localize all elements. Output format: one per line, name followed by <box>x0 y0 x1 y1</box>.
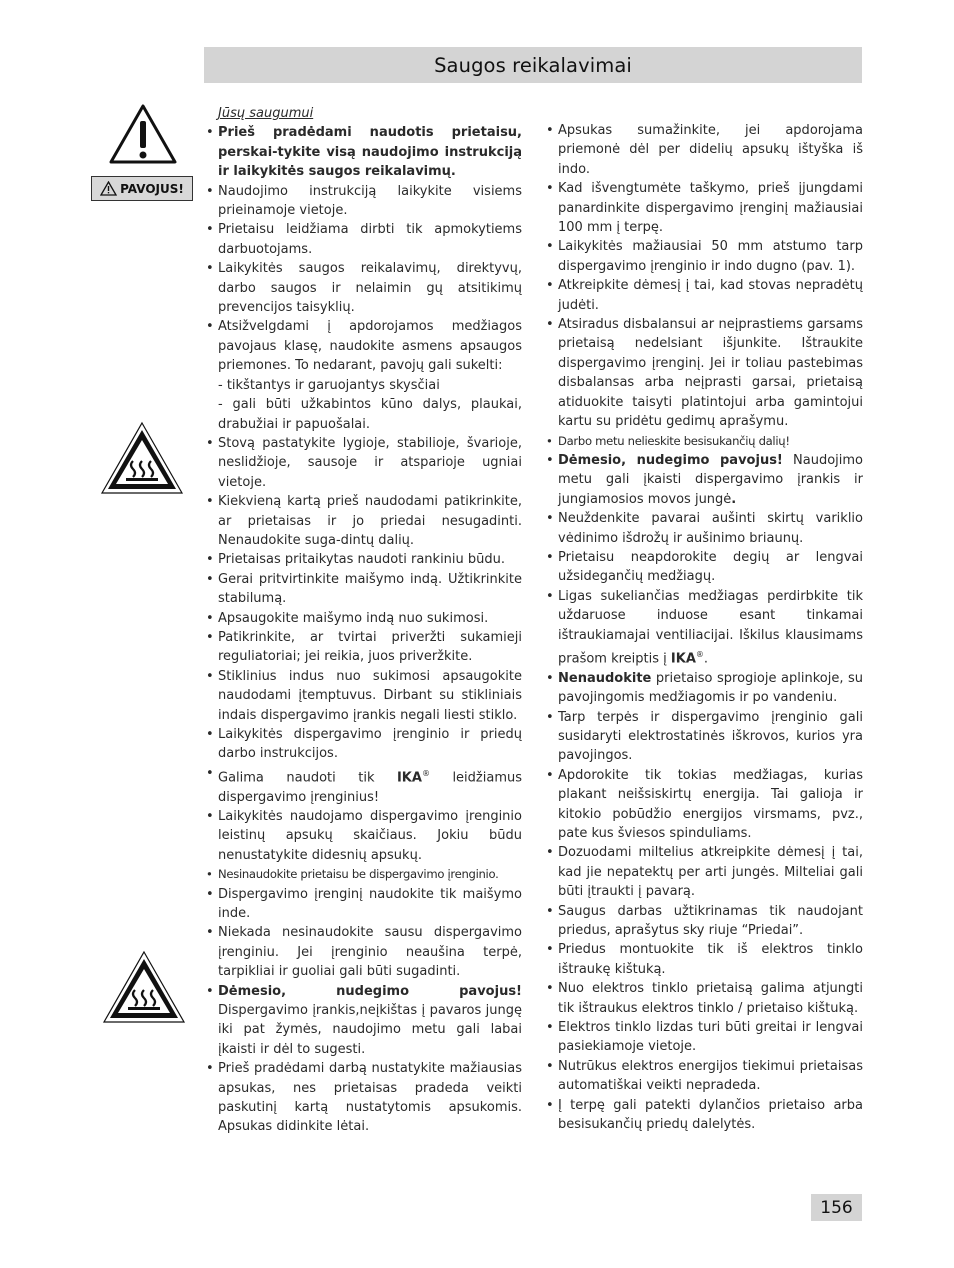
text: Darbo metu nelieskite besisukančių dalių! <box>558 433 790 448</box>
list-item <box>544 979 863 1018</box>
list-item <box>204 865 522 884</box>
right-column <box>544 121 863 1134</box>
list-item <box>544 237 863 276</box>
bold-text: Nenaudokite <box>558 670 652 686</box>
list-item <box>544 708 863 766</box>
hot-surface-icon <box>102 950 186 1024</box>
registered-mark: ® <box>421 768 430 778</box>
left-column <box>204 104 522 1137</box>
text: Prieš pradėdami darbą nustatykite mažiausias apsukas, nes prietaisas pradeda veikti paskutinį kartą nustatytomis apsukomis. Apsukas didinkite lėtai. <box>218 1061 522 1135</box>
text: . <box>731 491 737 507</box>
brand-name: IKA <box>396 770 422 786</box>
title-bar <box>204 47 862 83</box>
text: Prietaisas pritaikytas naudoti rankiniu būdu. <box>218 552 506 568</box>
text: Kad išvengtumėte taškymo, prieš įjungdami panardinkite dispergavimo įrenginį mažiausiai 100 mm į terpę. <box>558 181 863 236</box>
bold-text: Dėmesio, nudegimo pavojus! <box>218 983 522 999</box>
page-number: 156 <box>811 1194 862 1221</box>
list-item <box>204 220 522 259</box>
text: Į terpę gali patekti dylančios prietaiso arba besisukančių priedų dalelytės. <box>558 1097 863 1133</box>
list-item <box>544 276 863 315</box>
list-item <box>204 923 522 981</box>
list-item <box>544 451 863 509</box>
text: Priedus montuokite tik iš elektros tinklo ištraukę kištuką. <box>558 942 863 977</box>
list-item <box>544 315 863 431</box>
hot-surface-icon <box>100 421 184 495</box>
list-item <box>204 667 522 725</box>
text: Elektros tinklo lizdas turi būti greitai ir lengvai pasiekiamoje vietoje. <box>558 1020 863 1055</box>
list-item <box>544 669 863 708</box>
left-safety-list <box>204 123 522 1136</box>
bold-text: Dėmesio, nudegimo pavojus! <box>558 452 783 468</box>
sub-item: - tikštantys ir garuojantys skysčiai <box>218 377 440 393</box>
right-safety-list <box>544 121 863 1134</box>
section-subtitle: Jūsų saugumui <box>218 106 314 121</box>
list-item <box>544 766 863 844</box>
list-item <box>204 259 522 317</box>
danger-badge <box>91 176 193 201</box>
page-title: Saugos reikalavimai <box>434 53 632 77</box>
list-item <box>204 1059 522 1137</box>
text: Prietaisu neapdorokite degių ar lengvai užsidegančių medžiagų. <box>558 549 863 585</box>
list-item <box>204 492 522 550</box>
list-item <box>204 123 522 181</box>
text: Neuždenkite pavarai aušinti skirtų variklio vėdinimo išdrožų ir aušinimo briaunų. <box>558 511 863 546</box>
text: Kiekvieną kartą prieš naudodami patikrinkite, ar prietaisas ir jo priedai nesugadinti. Nenaudokite suga-dintų dalių. <box>218 494 522 548</box>
list-item <box>204 570 522 609</box>
text: Nutrūkus elektros energijos tiekimui prietaisas automatiškai veikti nepradeda. <box>558 1058 863 1094</box>
sub-item: - gali būti užkabintos kūno dalys, plaukai, drabužiai ir papuošalai. <box>218 397 522 432</box>
list-item <box>204 807 522 865</box>
warning-icon <box>100 181 117 196</box>
list-item <box>204 317 522 433</box>
list-item <box>544 1018 863 1057</box>
list-item <box>204 550 522 569</box>
text: Laikykitės saugos reikalavimų, direktyvų, darbo saugos ir nelaimin gų atsitikimų prevencijos taisyklių. <box>218 261 522 316</box>
text: Apdorokite tik tokias medžiagas, kurias plakant neišsiskirtų energija. Tai galioja ir kitokio pobūdžio energijos virsmams, pvz., pate kus šviesos spinduliams. <box>558 767 863 841</box>
list-item <box>204 628 522 667</box>
text: Apsukas sumažinkite, jei apdorojama priemonė dėl per didelių apsukų ištyška iš indo. <box>558 123 863 177</box>
list-item <box>544 509 863 548</box>
text: Galima naudoti tik <box>218 770 397 786</box>
list-item <box>204 182 522 221</box>
list-item <box>204 764 522 807</box>
list-item <box>544 940 863 979</box>
list-item <box>204 609 522 628</box>
list-item <box>544 179 863 237</box>
list-item <box>204 725 522 764</box>
text: Ligas sukeliančias medžiagas perdirbkite tik uždaruose induose esant tinkamai ištraukiamajai ventiliacijai. Iškilus klausimams prašom kreiptis į <box>558 588 863 667</box>
list-item <box>544 1096 863 1135</box>
text: Naudojimo instrukciją laikykite visiems prieinamoje vietoje. <box>218 183 522 219</box>
text: Dispergavimo įrankis,neįkištas į pavaros jungę iki pat žymės, naudojimo metu gali labai įkaisti ir dėl to sugesti. <box>218 1003 522 1057</box>
text: leidžiamus dispergavimo įrenginius! <box>218 770 522 805</box>
list-item <box>204 982 522 1060</box>
list-item <box>544 587 863 669</box>
list-item <box>544 432 863 451</box>
text: Prietaisu leidžiama dirbti tik apmokytiems darbuotojams. <box>218 222 522 257</box>
text: Atkreipkite dėmesį į tai, kad stovas nepradėtų judėti. <box>558 278 863 313</box>
text: Tarp terpės ir dispergavimo įrenginio gali susidaryti elektrostatinės iškrovos, kurios yra pavojingos. <box>558 709 863 764</box>
text: Apsaugokite maišymo indą nuo sukimosi. <box>218 610 489 626</box>
text: Dozuodami miltelius atkreipkite dėmesį į tai, kad jie nepatektų per arti jungės. Milteliai gali būti įtraukti į pavarą. <box>558 845 863 900</box>
brand-name: IKA <box>670 651 696 667</box>
list-item <box>544 1057 863 1096</box>
text: Naudojimo metu gali įkaisti dispergavimo įrankis ir jungiamosios movos jungė <box>558 452 864 507</box>
text: Atsiradus disbalansui ar neįprastiems garsams prietaisą nedelsiant išjunkite. Ištraukite dispergavimo įrenginį. Jei ir toliau pastebimas disbalansas arba neįprasti garsai, prietaisą atiduokite taisyti platintojui arba gamintojui kartu su pridėtu gedimų aprašymu. <box>558 317 863 430</box>
list-item <box>544 843 863 901</box>
list-item <box>544 121 863 179</box>
list-item <box>204 434 522 492</box>
text: Gerai pritvirtinkite maišymo indą. Užtikrinkite stabilumą. <box>218 571 522 607</box>
text: Nesinaudokite prietaisu be dispergavimo įrenginio. <box>218 867 499 882</box>
text: . <box>703 651 709 667</box>
text: Stiklinius indus nuo sukimosi apsaugokite naudodami įtemptuvus. Dirbant su stikliniais indais dispergavimo įrankis negali liesti stiklo. <box>218 668 522 723</box>
list-item <box>544 902 863 941</box>
text: Patikrinkite, ar tvirtai priveržti sukamieji reguliatoriai; jei reikia, juos priveržkite. <box>218 629 522 665</box>
list-item <box>204 885 522 924</box>
text: Niekada nesinaudokite sausu dispergavimo įrenginiu. Jei įrenginio neaušina terpė, tarpikliai ir guoliai gali būti sugadinti. <box>218 925 522 980</box>
text: Atsižvelgdami į apdorojamos medžiagos pavojaus klasę, naudokite asmens apsaugos priemones. To nedarant, pavojų gali sukelti: <box>218 319 522 374</box>
text: prietaiso sprogioje aplinkoje, su pavojingomis medžiagomis ir po vandeniu. <box>558 670 863 706</box>
text: Saugus darbas užtikrinamas tik naudojant priedus, aprašytus sky riuje “Priedai”. <box>558 903 863 938</box>
bold-text: Prieš pradėdami naudotis prietaisu, perskai-tykite visą naudojimo instrukciją ir laikykitės saugos reikalavimų. <box>218 125 522 180</box>
list-item <box>544 548 863 587</box>
exclamation-warning-icon <box>108 103 178 165</box>
text: Stovą pastatykite lygioje, stabilioje, švarioje, neslidžioje, sausoje ir atsparioje ugniai vietoje. <box>218 435 522 490</box>
danger-badge-label: PAVOJUS! <box>120 181 184 196</box>
registered-mark: ® <box>695 649 704 659</box>
text: Laikykitės dispergavimo įrenginio ir priedų darbo instrukcijos. <box>218 727 522 762</box>
text: Nuo elektros tinklo prietaisą galima atjungti tik ištraukus elektros tinklo / prietaiso kištuką. <box>558 981 863 1016</box>
text: Laikykitės mažiausiai 50 mm atstumo tarp dispergavimo įrenginio ir indo dugno (pav. 1). <box>558 239 863 274</box>
text: Laikykitės naudojamo dispergavimo įrenginio leistinų apsukų skaičiaus. Jokiu būdu nenustatykite didesnių apsukų. <box>218 808 522 863</box>
text: Dispergavimo įrenginį naudokite tik maišymo inde. <box>218 886 522 921</box>
